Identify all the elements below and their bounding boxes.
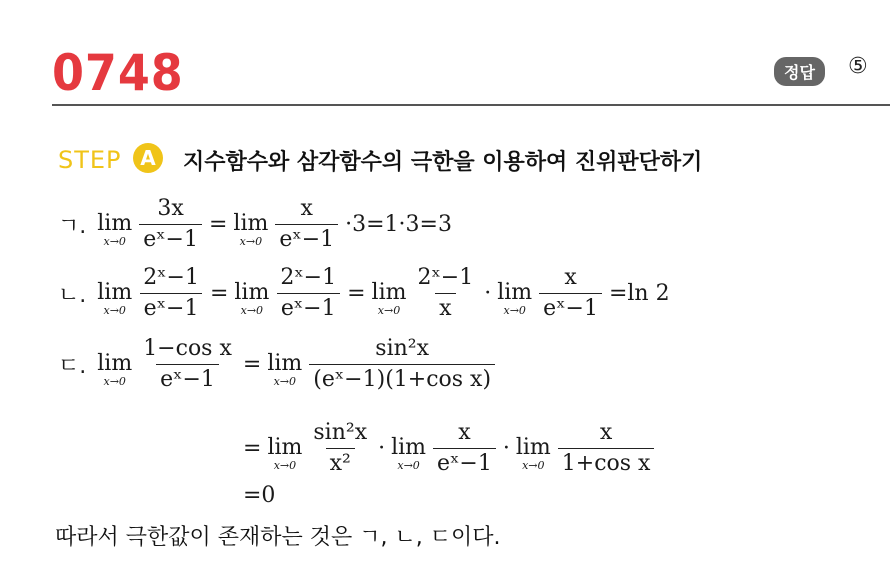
lim: lim x→0: [97, 350, 133, 388]
fraction: $\frac{\text{2ˣ−1}}{x}$: [417, 265, 474, 321]
lim: lim x→0: [267, 350, 303, 388]
lim: lim x→0: [515, 434, 551, 472]
lim: lim x→0: [97, 210, 133, 248]
item-c: [58, 336, 499, 393]
bullet-b: ㄴ.: [58, 283, 87, 308]
lim: lim x→0: [234, 279, 270, 317]
header-rule: [52, 104, 890, 106]
lim: lim x→0: [97, 279, 133, 317]
dot: ·: [378, 436, 386, 461]
fraction: $\frac{\text{2ˣ−1}}{\text{eˣ−1}}$: [276, 265, 340, 322]
fraction: $\frac{x}{\text{eˣ−1}}$: [275, 196, 338, 253]
equals: =: [242, 352, 262, 377]
step-title: 지수함수와 삼각함수의 극한을 이용하여 진위판단하기: [183, 150, 703, 175]
lim: lim x→0: [267, 434, 303, 472]
fraction: $\frac{\text{sin²x}}{\text{(eˣ−1)(1+cos x)}}$: [309, 336, 495, 393]
dot: ·: [502, 436, 510, 461]
result: =ln 2: [608, 281, 670, 306]
problem-number: 0748: [52, 44, 184, 102]
item-b: [58, 265, 673, 322]
lim: lim x→0: [233, 210, 269, 248]
lim: lim x→0: [497, 279, 533, 317]
conclusion-text: 따라서 극한값이 존재하는 것은 ㄱ, ㄴ, ㄷ이다.: [55, 525, 501, 550]
bullet-a: ㄱ.: [58, 214, 87, 239]
equals: =: [347, 281, 366, 306]
equals: =: [243, 436, 262, 461]
fraction: $\frac{\text{sin²x}}{\text{x²}}$: [313, 420, 368, 476]
item-c-final: [240, 483, 278, 508]
fraction: $\frac{x}{\text{eˣ−1}}$: [539, 265, 602, 322]
step-badge: A: [133, 143, 163, 173]
fraction: $\frac{3x}{\text{eˣ−1}}$: [139, 196, 202, 253]
fraction: $\frac{x}{\text{1+cos x}}$: [558, 420, 655, 477]
equals: =: [209, 281, 229, 306]
tail-expression: ·3=1·3=3: [345, 212, 452, 237]
fraction: $\frac{x}{\text{eˣ−1}}$: [433, 420, 496, 477]
equals: =: [208, 212, 228, 237]
fraction: $\frac{\text{2ˣ−1}}{\text{eˣ−1}}$: [139, 265, 203, 322]
item-a: [58, 196, 455, 253]
step-label: STEP: [58, 146, 122, 174]
bullet-c: ㄷ.: [58, 354, 87, 379]
answer-value: ⑤: [848, 54, 868, 79]
lim: lim x→0: [371, 279, 407, 317]
final-result: =0: [243, 483, 276, 508]
dot: ·: [484, 281, 492, 306]
lim: lim x→0: [391, 434, 427, 472]
fraction: $\frac{\text{1−cos x}}{\text{eˣ−1}}$: [143, 336, 232, 392]
answer-badge: 정답: [774, 57, 825, 86]
item-c-continued: [240, 420, 658, 477]
